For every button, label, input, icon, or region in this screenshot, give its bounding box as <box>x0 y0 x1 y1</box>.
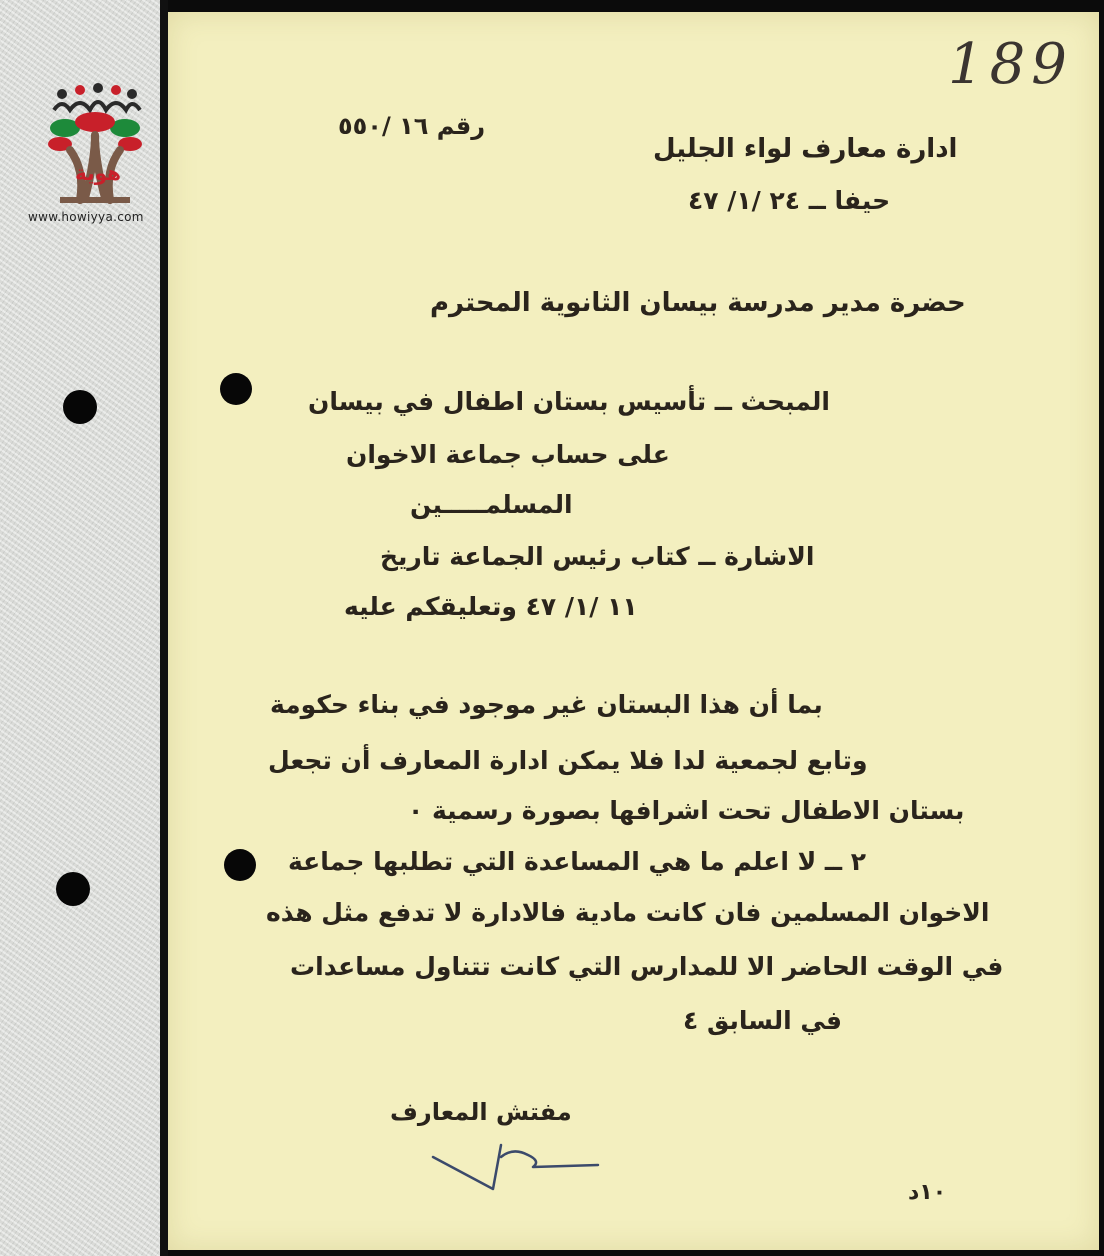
body-line: في السابق ٤ <box>683 1006 843 1035</box>
punch-hole <box>63 390 97 424</box>
body-line: الاخوان المسلمين فان كانت مادية فالادارة لا تدفع مثل هذه <box>266 898 990 927</box>
body-line: بستان الاطفال تحت اشرافها بصورة رسمية ٠ <box>408 796 965 825</box>
logo-wordmark: هوية <box>74 161 122 185</box>
subject-line: المبحث ــ تأسيس بستان اطفال في بيسان <box>308 387 830 416</box>
body-line: ٢ ــ لا اعلم ما هي المساعدة التي تطلبها جماعة <box>288 847 866 876</box>
subject-line: على حساب جماعة الاخوان <box>346 440 670 469</box>
reference-line: ١١ /١/ ٤٧ وتعليقكم عليه <box>344 592 638 621</box>
handwritten-signature <box>423 1127 623 1197</box>
place-and-date: حيفا ــ ٢٤ /١/ ٤٧ <box>688 186 891 215</box>
archive-sidebar <box>0 0 166 1256</box>
logo-people-icon <box>54 83 140 110</box>
body-line: في الوقت الحاضر الا للمدارس التي كانت تتناول مساعدات <box>290 952 1004 981</box>
body-line: وتابع لجمعية لدا فلا يمكن ادارة المعارف أن تجعل <box>268 746 868 775</box>
logo-tree-icon <box>48 112 142 200</box>
archive-page-number: 189 <box>948 32 1073 97</box>
subject-line: المسلمـــــين <box>410 490 573 519</box>
howiyya-logo <box>40 80 150 205</box>
reference-number: رقم ١٦ /٥٥٠ <box>338 112 486 140</box>
binder-hole <box>224 849 256 881</box>
site-url[interactable]: www.howiyya.com <box>28 210 144 224</box>
addressee: حضرة مدير مدرسة بيسان الثانوية المحترم <box>430 288 966 318</box>
letter-page <box>168 12 1099 1250</box>
department-name: ادارة معارف لواء الجليل <box>653 134 958 164</box>
punch-hole <box>56 872 90 906</box>
sheet-divider <box>160 0 168 1256</box>
signature-title: مفتش المعارف <box>390 1098 572 1126</box>
footer-code: ١٠د <box>908 1180 947 1205</box>
reference-line: الاشارة ــ كتاب رئيس الجماعة تاريخ <box>380 542 815 571</box>
body-line: بما أن هذا البستان غير موجود في بناء حكومة <box>270 690 823 719</box>
binder-hole <box>220 373 252 405</box>
